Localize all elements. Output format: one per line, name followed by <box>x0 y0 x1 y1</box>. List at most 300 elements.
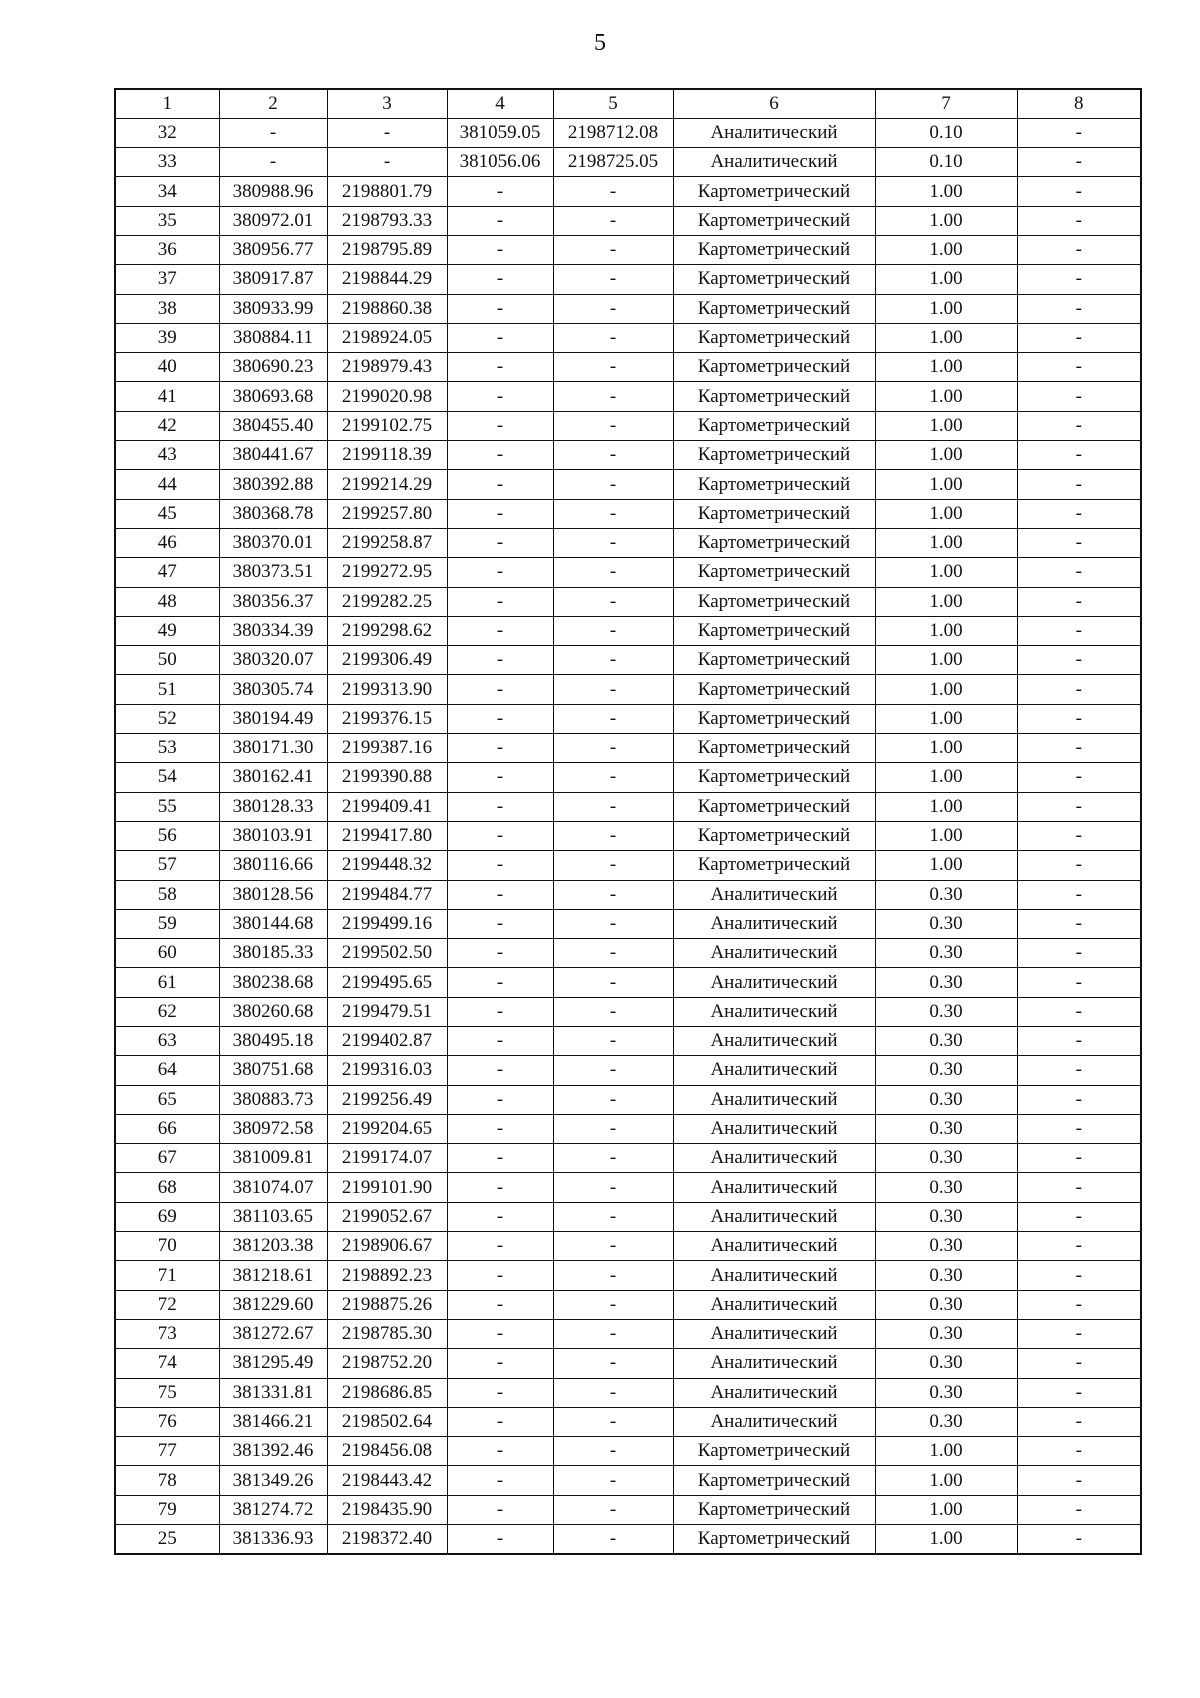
note-cell: - <box>1017 851 1141 880</box>
accuracy-cell: 1.00 <box>875 1466 1017 1495</box>
x-coord-alt-cell: - <box>447 763 553 792</box>
column-header-4: 4 <box>447 89 553 118</box>
point-number-cell: 72 <box>115 1290 219 1319</box>
accuracy-cell: 0.30 <box>875 1290 1017 1319</box>
y-coord-cell: 2199256.49 <box>327 1085 447 1114</box>
x-coord-cell: 380144.68 <box>219 909 327 938</box>
y-coord-cell: 2199282.25 <box>327 587 447 616</box>
note-cell: - <box>1017 1202 1141 1231</box>
x-coord-cell: 381203.38 <box>219 1232 327 1261</box>
point-number-cell: 52 <box>115 704 219 733</box>
y-coord-alt-cell: - <box>553 646 673 675</box>
method-cell: Картометрический <box>673 734 875 763</box>
table-row <box>115 441 1141 470</box>
x-coord-alt-cell: - <box>447 646 553 675</box>
method-cell: Аналитический <box>673 968 875 997</box>
accuracy-cell: 1.00 <box>875 528 1017 557</box>
x-coord-cell: 380917.87 <box>219 265 327 294</box>
note-cell: - <box>1017 323 1141 352</box>
x-coord-alt-cell: - <box>447 880 553 909</box>
table-row <box>115 1202 1141 1231</box>
y-coord-cell: 2199272.95 <box>327 558 447 587</box>
x-coord-alt-cell: - <box>447 235 553 264</box>
note-cell: - <box>1017 734 1141 763</box>
point-number-cell: 25 <box>115 1525 219 1554</box>
y-coord-alt-cell: - <box>553 353 673 382</box>
x-coord-cell: 380972.58 <box>219 1114 327 1143</box>
method-cell: Картометрический <box>673 411 875 440</box>
y-coord-alt-cell: - <box>553 1290 673 1319</box>
note-cell: - <box>1017 646 1141 675</box>
accuracy-cell: 1.00 <box>875 1495 1017 1524</box>
method-cell: Картометрический <box>673 206 875 235</box>
y-coord-alt-cell: - <box>553 1144 673 1173</box>
x-coord-cell: 381074.07 <box>219 1173 327 1202</box>
point-number-cell: 63 <box>115 1027 219 1056</box>
method-cell: Аналитический <box>673 1261 875 1290</box>
note-cell: - <box>1017 499 1141 528</box>
point-number-cell: 76 <box>115 1407 219 1436</box>
y-coord-cell: 2198906.67 <box>327 1232 447 1261</box>
table-row <box>115 968 1141 997</box>
x-coord-alt-cell: - <box>447 1437 553 1466</box>
y-coord-alt-cell: - <box>553 265 673 294</box>
table-row <box>115 821 1141 850</box>
table-row <box>115 909 1141 938</box>
point-number-cell: 33 <box>115 148 219 177</box>
x-coord-alt-cell: - <box>447 1202 553 1231</box>
y-coord-alt-cell: - <box>553 1056 673 1085</box>
table-row <box>115 177 1141 206</box>
note-cell: - <box>1017 265 1141 294</box>
y-coord-alt-cell: - <box>553 1378 673 1407</box>
x-coord-cell: 381103.65 <box>219 1202 327 1231</box>
accuracy-cell: 0.30 <box>875 1349 1017 1378</box>
y-coord-alt-cell: 2198712.08 <box>553 118 673 147</box>
note-cell: - <box>1017 1349 1141 1378</box>
y-coord-cell: 2198456.08 <box>327 1437 447 1466</box>
accuracy-cell: 1.00 <box>875 616 1017 645</box>
y-coord-cell: 2199376.15 <box>327 704 447 733</box>
x-coord-cell: 381229.60 <box>219 1290 327 1319</box>
method-cell: Аналитический <box>673 1085 875 1114</box>
accuracy-cell: 0.30 <box>875 1202 1017 1231</box>
coordinates-table <box>114 88 1142 1555</box>
point-number-cell: 60 <box>115 939 219 968</box>
x-coord-cell: 380260.68 <box>219 997 327 1026</box>
table-row <box>115 411 1141 440</box>
x-coord-alt-cell: - <box>447 1173 553 1202</box>
y-coord-cell: 2199495.65 <box>327 968 447 997</box>
accuracy-cell: 1.00 <box>875 763 1017 792</box>
y-coord-alt-cell: - <box>553 792 673 821</box>
x-coord-alt-cell: - <box>447 1056 553 1085</box>
note-cell: - <box>1017 587 1141 616</box>
column-header-2: 2 <box>219 89 327 118</box>
method-cell: Картометрический <box>673 265 875 294</box>
note-cell: - <box>1017 968 1141 997</box>
y-coord-cell: 2198979.43 <box>327 353 447 382</box>
point-number-cell: 71 <box>115 1261 219 1290</box>
table-row <box>115 353 1141 382</box>
method-cell: Картометрический <box>673 499 875 528</box>
x-coord-cell: 380103.91 <box>219 821 327 850</box>
method-cell: Аналитический <box>673 1173 875 1202</box>
method-cell: Аналитический <box>673 1378 875 1407</box>
x-coord-alt-cell: - <box>447 1114 553 1143</box>
table-row <box>115 1378 1141 1407</box>
point-number-cell: 43 <box>115 441 219 470</box>
x-coord-cell: 380370.01 <box>219 528 327 557</box>
note-cell: - <box>1017 1261 1141 1290</box>
y-coord-alt-cell: - <box>553 1407 673 1436</box>
y-coord-alt-cell: - <box>553 1085 673 1114</box>
y-coord-cell: - <box>327 118 447 147</box>
y-coord-cell: 2198924.05 <box>327 323 447 352</box>
table-row <box>115 1407 1141 1436</box>
x-coord-alt-cell: - <box>447 1407 553 1436</box>
y-coord-cell: 2199052.67 <box>327 1202 447 1231</box>
method-cell: Картометрический <box>673 851 875 880</box>
x-coord-cell: 380368.78 <box>219 499 327 528</box>
table-row <box>115 1349 1141 1378</box>
note-cell: - <box>1017 118 1141 147</box>
x-coord-cell: 381466.21 <box>219 1407 327 1436</box>
point-number-cell: 42 <box>115 411 219 440</box>
method-cell: Картометрический <box>673 646 875 675</box>
method-cell: Картометрический <box>673 177 875 206</box>
accuracy-cell: 1.00 <box>875 382 1017 411</box>
x-coord-alt-cell: 381059.05 <box>447 118 553 147</box>
point-number-cell: 57 <box>115 851 219 880</box>
note-cell: - <box>1017 528 1141 557</box>
note-cell: - <box>1017 792 1141 821</box>
y-coord-alt-cell: - <box>553 1173 673 1202</box>
table-row <box>115 148 1141 177</box>
y-coord-alt-cell: - <box>553 1027 673 1056</box>
x-coord-alt-cell: - <box>447 675 553 704</box>
y-coord-cell: 2199174.07 <box>327 1144 447 1173</box>
point-number-cell: 77 <box>115 1437 219 1466</box>
table-row <box>115 235 1141 264</box>
table-row <box>115 1056 1141 1085</box>
y-coord-alt-cell: - <box>553 470 673 499</box>
x-coord-cell: 380162.41 <box>219 763 327 792</box>
x-coord-alt-cell: - <box>447 734 553 763</box>
table-row <box>115 997 1141 1026</box>
point-number-cell: 62 <box>115 997 219 1026</box>
column-header-1: 1 <box>115 89 219 118</box>
column-header-3: 3 <box>327 89 447 118</box>
point-number-cell: 37 <box>115 265 219 294</box>
table-row <box>115 851 1141 880</box>
point-number-cell: 46 <box>115 528 219 557</box>
accuracy-cell: 1.00 <box>875 821 1017 850</box>
note-cell: - <box>1017 1144 1141 1173</box>
accuracy-cell: 1.00 <box>875 734 1017 763</box>
x-coord-alt-cell: - <box>447 353 553 382</box>
table-row <box>115 558 1141 587</box>
x-coord-cell: 381295.49 <box>219 1349 327 1378</box>
y-coord-alt-cell: - <box>553 587 673 616</box>
y-coord-cell: 2199448.32 <box>327 851 447 880</box>
x-coord-alt-cell: - <box>447 382 553 411</box>
table-row <box>115 499 1141 528</box>
y-coord-cell: 2198795.89 <box>327 235 447 264</box>
method-cell: Аналитический <box>673 909 875 938</box>
y-coord-cell: 2198844.29 <box>327 265 447 294</box>
table-row <box>115 528 1141 557</box>
point-number-cell: 53 <box>115 734 219 763</box>
x-coord-alt-cell: - <box>447 1027 553 1056</box>
y-coord-cell: 2199479.51 <box>327 997 447 1026</box>
accuracy-cell: 1.00 <box>875 323 1017 352</box>
note-cell: - <box>1017 1114 1141 1143</box>
x-coord-alt-cell: - <box>447 1466 553 1495</box>
note-cell: - <box>1017 997 1141 1026</box>
point-number-cell: 67 <box>115 1144 219 1173</box>
x-coord-alt-cell: - <box>447 1319 553 1348</box>
accuracy-cell: 1.00 <box>875 206 1017 235</box>
note-cell: - <box>1017 616 1141 645</box>
x-coord-cell: 380751.68 <box>219 1056 327 1085</box>
table-row <box>115 1525 1141 1554</box>
note-cell: - <box>1017 1378 1141 1407</box>
note-cell: - <box>1017 206 1141 235</box>
table-row <box>115 616 1141 645</box>
point-number-cell: 55 <box>115 792 219 821</box>
point-number-cell: 79 <box>115 1495 219 1524</box>
point-number-cell: 54 <box>115 763 219 792</box>
x-coord-alt-cell: - <box>447 1144 553 1173</box>
table-row <box>115 704 1141 733</box>
note-cell: - <box>1017 235 1141 264</box>
x-coord-cell: 380185.33 <box>219 939 327 968</box>
x-coord-cell: 380320.07 <box>219 646 327 675</box>
y-coord-cell: 2199502.50 <box>327 939 447 968</box>
method-cell: Аналитический <box>673 118 875 147</box>
point-number-cell: 59 <box>115 909 219 938</box>
accuracy-cell: 1.00 <box>875 1437 1017 1466</box>
column-header-5: 5 <box>553 89 673 118</box>
y-coord-cell: 2198372.40 <box>327 1525 447 1554</box>
y-coord-cell: 2199257.80 <box>327 499 447 528</box>
x-coord-cell: 380356.37 <box>219 587 327 616</box>
x-coord-alt-cell: - <box>447 851 553 880</box>
note-cell: - <box>1017 704 1141 733</box>
accuracy-cell: 1.00 <box>875 441 1017 470</box>
table-row <box>115 206 1141 235</box>
note-cell: - <box>1017 763 1141 792</box>
note-cell: - <box>1017 675 1141 704</box>
point-number-cell: 38 <box>115 294 219 323</box>
y-coord-alt-cell: - <box>553 1261 673 1290</box>
method-cell: Картометрический <box>673 616 875 645</box>
table-body <box>115 118 1141 1554</box>
y-coord-alt-cell: - <box>553 382 673 411</box>
y-coord-alt-cell: - <box>553 1495 673 1524</box>
method-cell: Аналитический <box>673 1349 875 1378</box>
x-coord-alt-cell: - <box>447 323 553 352</box>
x-coord-alt-cell: - <box>447 470 553 499</box>
accuracy-cell: 0.30 <box>875 909 1017 938</box>
method-cell: Картометрический <box>673 558 875 587</box>
point-number-cell: 66 <box>115 1114 219 1143</box>
x-coord-alt-cell: - <box>447 558 553 587</box>
accuracy-cell: 0.30 <box>875 1027 1017 1056</box>
note-cell: - <box>1017 411 1141 440</box>
y-coord-cell: 2198443.42 <box>327 1466 447 1495</box>
column-header-6: 6 <box>673 89 875 118</box>
note-cell: - <box>1017 353 1141 382</box>
y-coord-alt-cell: - <box>553 851 673 880</box>
note-cell: - <box>1017 382 1141 411</box>
accuracy-cell: 0.10 <box>875 118 1017 147</box>
x-coord-alt-cell: - <box>447 411 553 440</box>
y-coord-alt-cell: - <box>553 441 673 470</box>
x-coord-cell: 380956.77 <box>219 235 327 264</box>
y-coord-cell: 2199306.49 <box>327 646 447 675</box>
accuracy-cell: 1.00 <box>875 265 1017 294</box>
accuracy-cell: 1.00 <box>875 792 1017 821</box>
method-cell: Картометрический <box>673 1525 875 1554</box>
table-row <box>115 294 1141 323</box>
accuracy-cell: 1.00 <box>875 675 1017 704</box>
y-coord-alt-cell: - <box>553 1349 673 1378</box>
method-cell: Аналитический <box>673 939 875 968</box>
table-row <box>115 1437 1141 1466</box>
y-coord-cell: 2199204.65 <box>327 1114 447 1143</box>
y-coord-alt-cell: - <box>553 909 673 938</box>
y-coord-alt-cell: - <box>553 1114 673 1143</box>
note-cell: - <box>1017 177 1141 206</box>
y-coord-alt-cell: - <box>553 499 673 528</box>
x-coord-alt-cell: - <box>447 587 553 616</box>
point-number-cell: 65 <box>115 1085 219 1114</box>
table-row <box>115 265 1141 294</box>
x-coord-cell: 380441.67 <box>219 441 327 470</box>
table-row <box>115 118 1141 147</box>
x-coord-cell: 380334.39 <box>219 616 327 645</box>
accuracy-cell: 0.30 <box>875 997 1017 1026</box>
point-number-cell: 61 <box>115 968 219 997</box>
table-row <box>115 1466 1141 1495</box>
y-coord-cell: 2199258.87 <box>327 528 447 557</box>
y-coord-alt-cell: - <box>553 1319 673 1348</box>
note-cell: - <box>1017 880 1141 909</box>
y-coord-alt-cell: - <box>553 734 673 763</box>
note-cell: - <box>1017 909 1141 938</box>
x-coord-alt-cell: - <box>447 294 553 323</box>
y-coord-alt-cell: - <box>553 616 673 645</box>
point-number-cell: 56 <box>115 821 219 850</box>
x-coord-alt-cell: - <box>447 821 553 850</box>
table-row <box>115 1027 1141 1056</box>
x-coord-cell: 380883.73 <box>219 1085 327 1114</box>
x-coord-alt-cell: - <box>447 1290 553 1319</box>
method-cell: Картометрический <box>673 528 875 557</box>
x-coord-alt-cell: - <box>447 1525 553 1554</box>
accuracy-cell: 0.10 <box>875 148 1017 177</box>
accuracy-cell: 1.00 <box>875 353 1017 382</box>
y-coord-cell: 2199409.41 <box>327 792 447 821</box>
x-coord-cell: 380495.18 <box>219 1027 327 1056</box>
x-coord-cell: 381009.81 <box>219 1144 327 1173</box>
accuracy-cell: 1.00 <box>875 587 1017 616</box>
y-coord-cell: 2199499.16 <box>327 909 447 938</box>
table-row <box>115 382 1141 411</box>
x-coord-cell: 380884.11 <box>219 323 327 352</box>
note-cell: - <box>1017 1466 1141 1495</box>
y-coord-cell: 2198502.64 <box>327 1407 447 1436</box>
x-coord-cell: 380128.56 <box>219 880 327 909</box>
method-cell: Картометрический <box>673 1495 875 1524</box>
method-cell: Аналитический <box>673 880 875 909</box>
note-cell: - <box>1017 1495 1141 1524</box>
note-cell: - <box>1017 1525 1141 1554</box>
x-coord-alt-cell: - <box>447 968 553 997</box>
x-coord-cell: 380194.49 <box>219 704 327 733</box>
x-coord-alt-cell: - <box>447 177 553 206</box>
x-coord-alt-cell: - <box>447 792 553 821</box>
x-coord-cell: 380392.88 <box>219 470 327 499</box>
point-number-cell: 49 <box>115 616 219 645</box>
note-cell: - <box>1017 821 1141 850</box>
table-row <box>115 1173 1141 1202</box>
accuracy-cell: 0.30 <box>875 880 1017 909</box>
method-cell: Аналитический <box>673 1114 875 1143</box>
note-cell: - <box>1017 1085 1141 1114</box>
y-coord-alt-cell: - <box>553 323 673 352</box>
y-coord-cell: 2199118.39 <box>327 441 447 470</box>
method-cell: Картометрический <box>673 704 875 733</box>
point-number-cell: 51 <box>115 675 219 704</box>
x-coord-alt-cell: - <box>447 1085 553 1114</box>
point-number-cell: 74 <box>115 1349 219 1378</box>
point-number-cell: 39 <box>115 323 219 352</box>
method-cell: Аналитический <box>673 1144 875 1173</box>
y-coord-cell: 2199390.88 <box>327 763 447 792</box>
y-coord-alt-cell: - <box>553 1232 673 1261</box>
accuracy-cell: 1.00 <box>875 470 1017 499</box>
note-cell: - <box>1017 1173 1141 1202</box>
accuracy-cell: 1.00 <box>875 704 1017 733</box>
x-coord-alt-cell: - <box>447 939 553 968</box>
x-coord-alt-cell: - <box>447 1495 553 1524</box>
table-row <box>115 675 1141 704</box>
y-coord-cell: 2199020.98 <box>327 382 447 411</box>
x-coord-cell: 380933.99 <box>219 294 327 323</box>
accuracy-cell: 0.30 <box>875 1319 1017 1348</box>
table-row <box>115 792 1141 821</box>
y-coord-alt-cell: - <box>553 235 673 264</box>
y-coord-alt-cell: - <box>553 1466 673 1495</box>
x-coord-cell: 380972.01 <box>219 206 327 235</box>
method-cell: Картометрический <box>673 763 875 792</box>
x-coord-cell: 381272.67 <box>219 1319 327 1348</box>
y-coord-alt-cell: 2198725.05 <box>553 148 673 177</box>
accuracy-cell: 1.00 <box>875 294 1017 323</box>
y-coord-cell: 2198860.38 <box>327 294 447 323</box>
table-row <box>115 587 1141 616</box>
note-cell: - <box>1017 1027 1141 1056</box>
point-number-cell: 45 <box>115 499 219 528</box>
method-cell: Картометрический <box>673 821 875 850</box>
table-row <box>115 734 1141 763</box>
x-coord-cell: 381218.61 <box>219 1261 327 1290</box>
method-cell: Аналитический <box>673 1202 875 1231</box>
y-coord-cell: 2199316.03 <box>327 1056 447 1085</box>
